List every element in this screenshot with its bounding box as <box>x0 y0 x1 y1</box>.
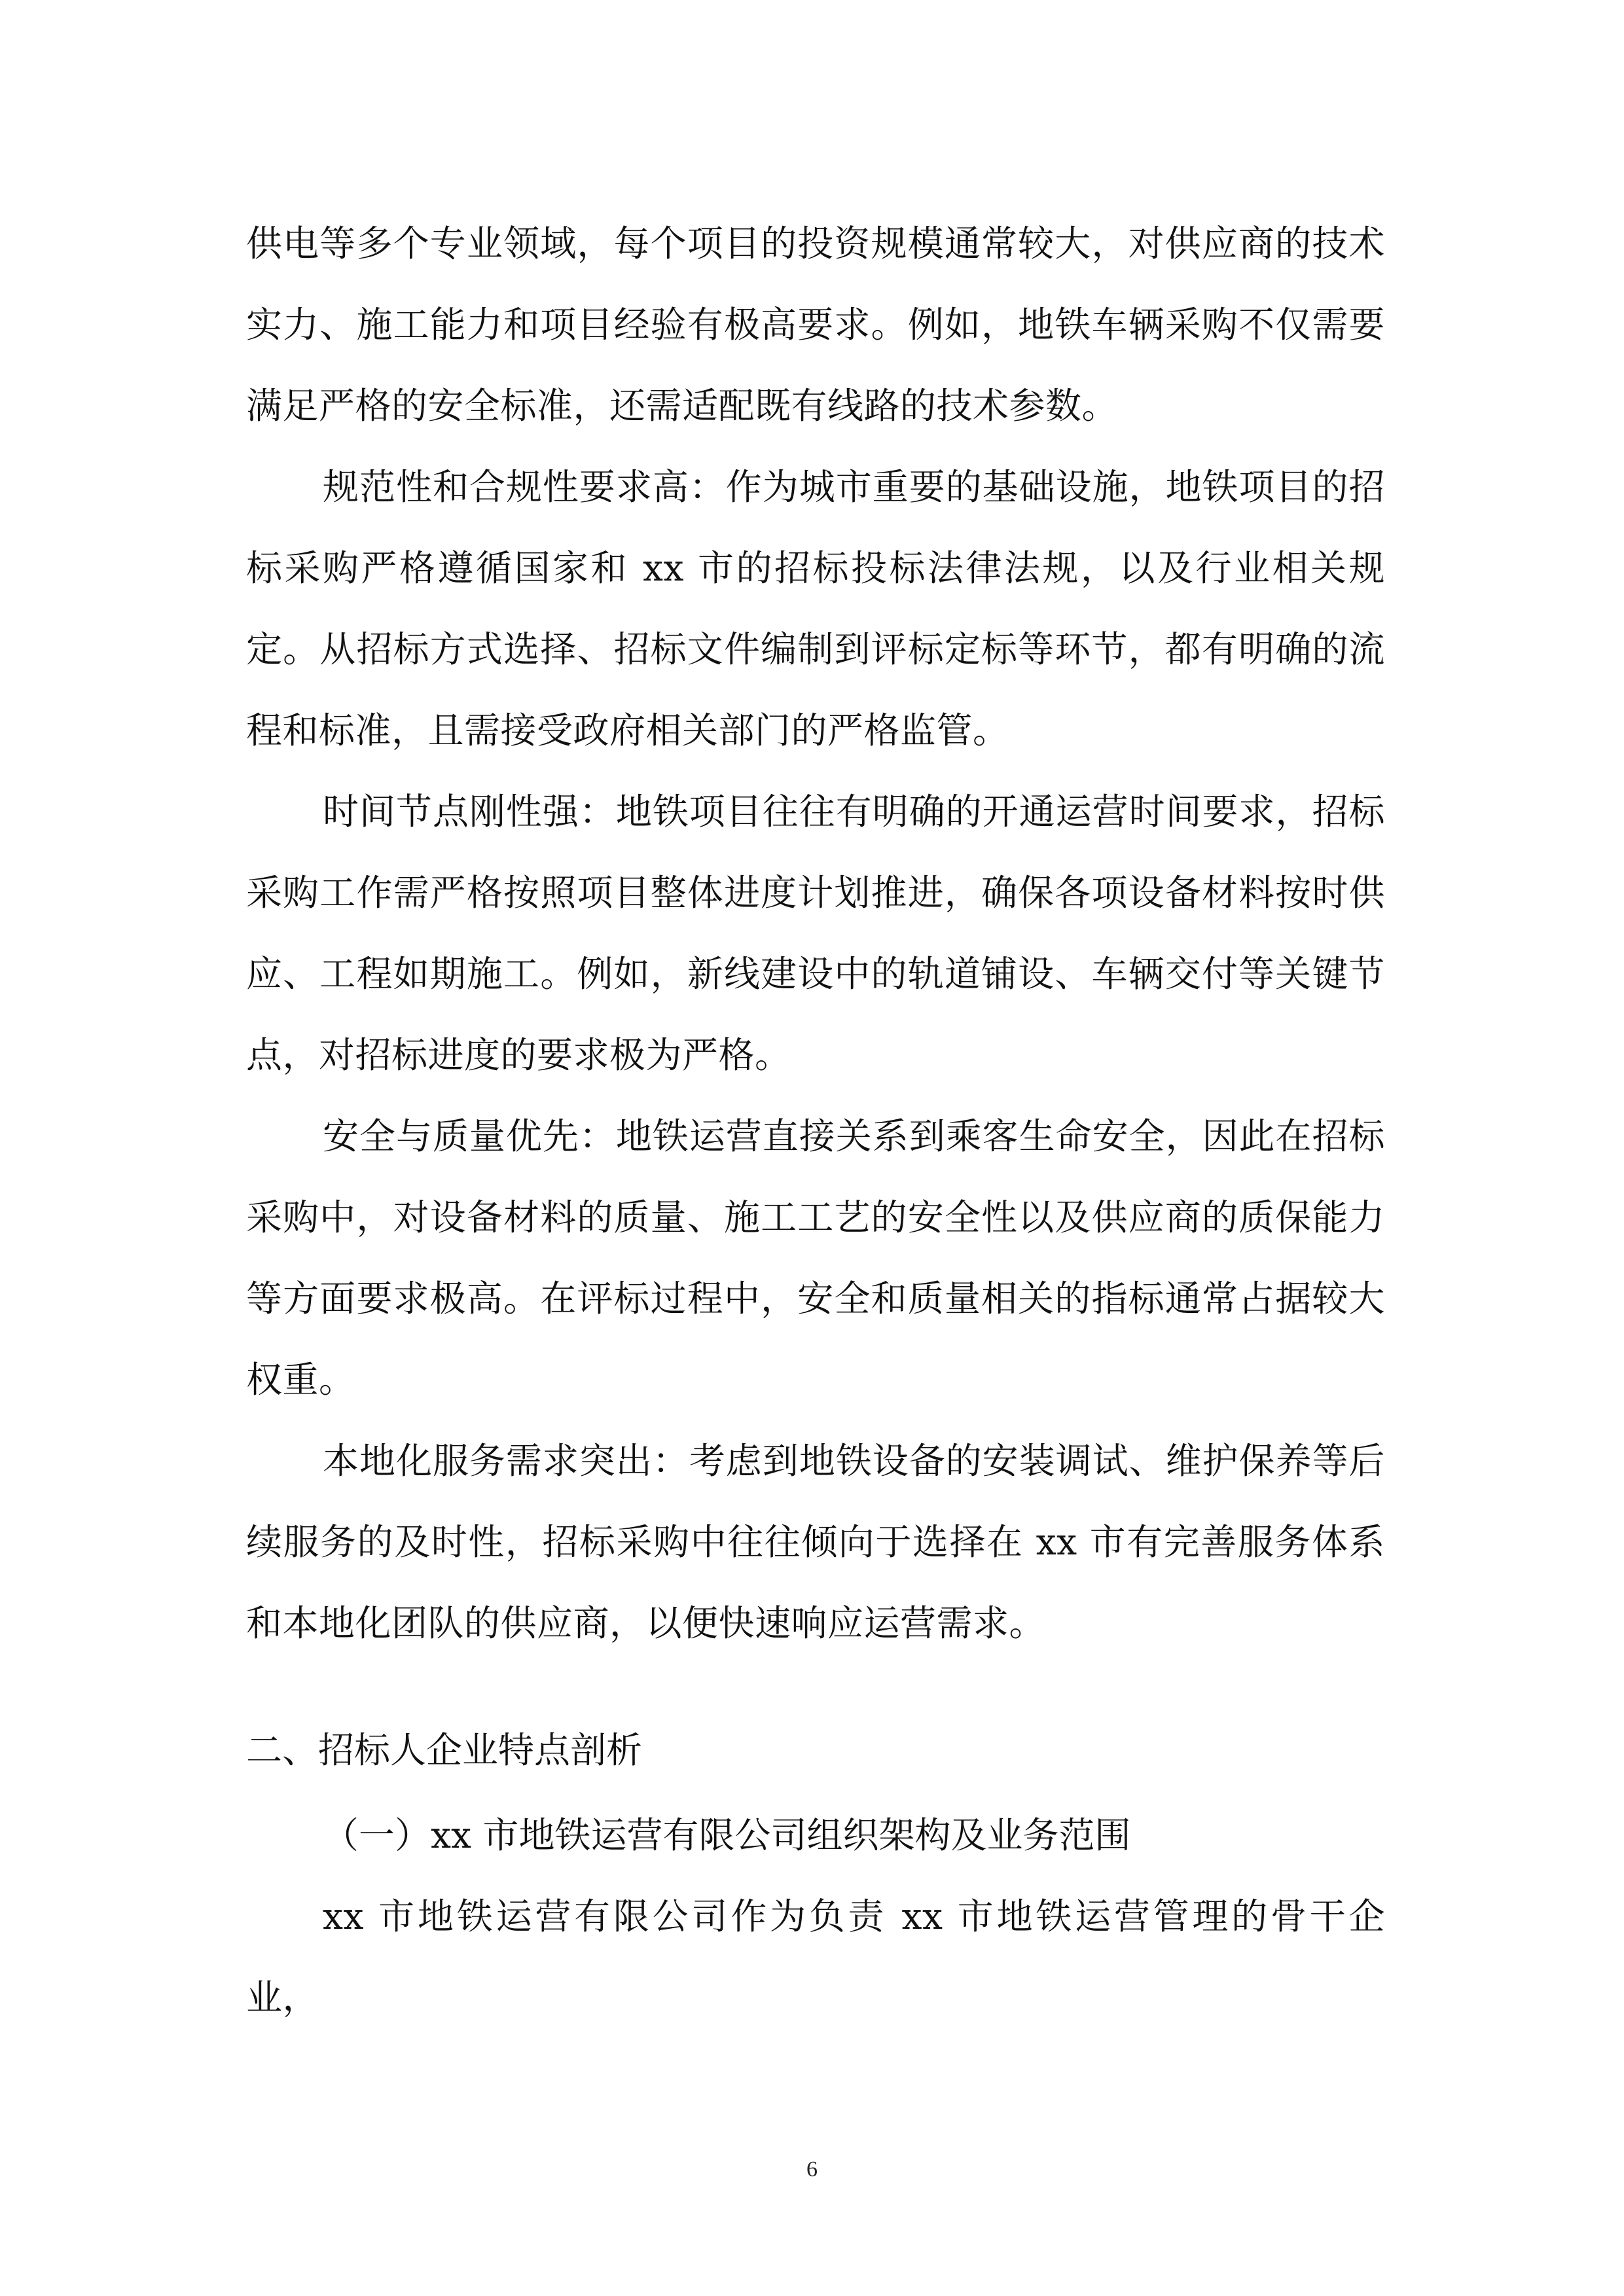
paragraph-localization: 本地化服务需求突出：考虑到地铁设备的安装调试、维护保养等后续服务的及时性，招标采购中往往倾向于选择在 xx 市有完善服务体系和本地化团队的供应商，以便快速响应运营需求。 <box>246 1440 1385 1644</box>
subsection-heading: （一）xx 市地铁运营有限公司组织架构及业务范围 <box>323 1814 1131 1856</box>
page-number: 6 <box>806 2157 818 2181</box>
paragraph-compliance: 规范性和合规性要求高：作为城市重要的基础设施，地铁项目的招标采购严格遵循国家和 xx 市的招标投标法律法规，以及行业相关规定。从招标方式选择、招标文件编制到评标定标等环节，都有明确的流程和标准，且需接受政府相关部门的严格监管。 <box>246 466 1385 751</box>
paragraph-safety-quality: 安全与质量优先：地铁运营直接关系到乘客生命安全，因此在招标采购中，对设备材料的质量、施工工艺的安全性以及供应商的质保能力等方面要求极高。在评标过程中，安全和质量相关的指标通常占据较大权重。 <box>246 1115 1385 1401</box>
paragraph-continued: 供电等多个专业领域，每个项目的投资规模通常较大，对供应商的技术实力、施工能力和项目经验有极高要求。例如，地铁车辆采购不仅需要满足严格的安全标准，还需适配既有线路的技术参数。 <box>246 223 1385 427</box>
paragraph-schedule: 时间节点刚性强：地铁项目往往有明确的开通运营时间要求，招标采购工作需严格按照项目整体进度计划推进，确保各项设备材料按时供应、工程如期施工。例如，新线建设中的轨道铺设、车辆交付等关键节点，对招标进度的要求极为严格。 <box>246 791 1385 1076</box>
paragraph-company-intro: xx 市地铁运营有限公司作为负责 xx 市地铁运营管理的骨干企业， <box>246 1895 1385 2018</box>
page-body <box>246 203 1385 2038</box>
section-heading: 二、招标人企业特点剖析 <box>246 1729 643 1771</box>
